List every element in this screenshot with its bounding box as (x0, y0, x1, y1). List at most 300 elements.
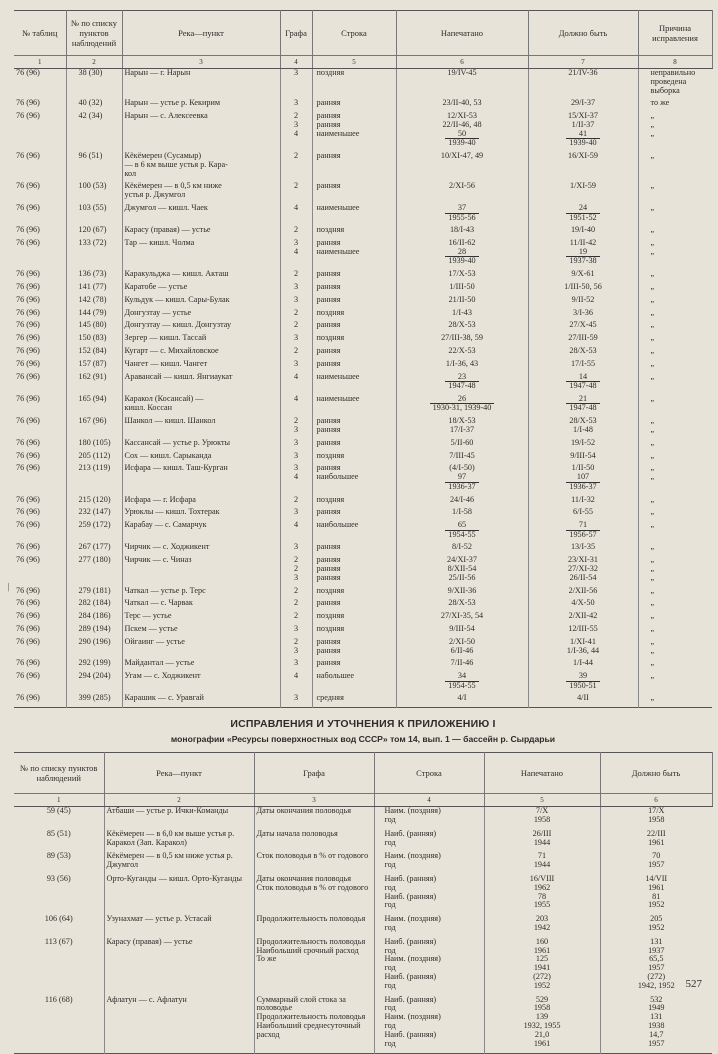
river-station (122, 556, 280, 582)
cell-line: 2 (293, 599, 299, 608)
cell-line: „ (650, 112, 655, 121)
cell-line (531, 248, 636, 266)
cell-line: 1937 (648, 945, 665, 955)
cell-line: 16/VIII (529, 875, 555, 884)
cell-line: „ (650, 556, 655, 565)
column-number-row (14, 56, 712, 69)
column-ref (254, 852, 374, 870)
river-station (122, 112, 280, 148)
section-title: ИСПРАВЛЕНИЯ И УТОЧНЕНИЯ К ПРИЛОЖЕНИЮ I (230, 718, 496, 731)
cell-line: 26/III (532, 829, 552, 838)
column-ref (280, 659, 312, 668)
cell-line: 2 (293, 182, 299, 191)
table-number: 76 (96) (14, 347, 66, 356)
correction-reason (638, 556, 712, 582)
table-row (14, 659, 712, 668)
column-ref (280, 439, 312, 448)
row-ref (312, 226, 396, 235)
river-station (122, 182, 280, 200)
cell-line (399, 521, 526, 539)
cell-line: „ (650, 694, 655, 703)
cell-line: 10/XI-47, 49 (440, 152, 484, 161)
cell-line: кол (124, 168, 137, 178)
correction-reason (638, 347, 712, 356)
corrected-value (600, 807, 712, 825)
river-station (122, 612, 280, 621)
corrected-value (528, 464, 638, 491)
column-ref (280, 270, 312, 279)
cell-line: Даты начала половодья (256, 829, 338, 838)
cell-line: год (384, 837, 396, 847)
cell-line: наименьшее (316, 204, 360, 213)
cell-line: Кёкёмерен — в 0,5 км ниже устья р. Джумгол (106, 852, 233, 870)
row-ref (374, 938, 484, 991)
row-ref (312, 309, 396, 318)
correction-reason (638, 309, 712, 318)
fraction (445, 248, 478, 266)
table-number: 76 (96) (14, 625, 66, 634)
cell-line: 2 (293, 152, 299, 161)
cell-line: 1952 (648, 900, 665, 910)
corrected-value (528, 587, 638, 596)
cell-line: „ (650, 246, 655, 256)
cell-line: 131 (650, 937, 663, 946)
column-ref (280, 239, 312, 266)
cell-line: „ (650, 359, 655, 368)
cell-line: год (384, 1038, 396, 1048)
column-header: Напечатано (484, 753, 600, 794)
cell-line: год (384, 860, 396, 870)
row-gap (14, 703, 712, 708)
cell-line: ранняя (316, 464, 341, 473)
river-station (122, 99, 280, 108)
table-row (14, 625, 712, 634)
table-number: 76 (96) (14, 556, 66, 582)
cell-line: 3 (293, 624, 299, 633)
cell-line: „ (650, 637, 655, 646)
station-list-number: 113 (67) (14, 938, 104, 991)
cell-line: Карасу (правая) — устье (106, 937, 193, 946)
table-number: 76 (96) (14, 612, 66, 621)
printed-value (396, 672, 528, 690)
table-number: 76 (96) (14, 587, 66, 596)
cell-line: 28/X-53 (448, 599, 476, 608)
column-header: Должно быть (528, 11, 638, 56)
cell-line: 2 (293, 321, 299, 330)
river-station (122, 672, 280, 690)
cell-line: 3 (293, 438, 299, 447)
cell-line: Чангет — кишл. Чангет (124, 359, 208, 368)
row-ref (312, 638, 396, 656)
corrected-value (528, 543, 638, 552)
printed-value (396, 204, 528, 222)
column-number: 8 (638, 56, 712, 69)
cell-line: Ойгаинг — устье (124, 637, 185, 646)
row-ref (312, 373, 396, 391)
table-row (14, 321, 712, 330)
row-ref (312, 508, 396, 517)
cell-line: „ (650, 472, 655, 482)
column-ref (280, 464, 312, 491)
cell-line: то же (650, 99, 670, 108)
row-ref (312, 694, 396, 703)
cell-line: наименьшее (316, 246, 360, 256)
cell-line: 26/II-54 (569, 572, 597, 582)
cell-line: Карасу (правая) — устье (124, 226, 211, 235)
cell-line: „ (650, 152, 655, 161)
column-number: 6 (600, 794, 712, 807)
printed-value (484, 996, 600, 1049)
station-list-number: 100 (53) (66, 182, 122, 200)
cell-line: устья р. Джумгол (124, 190, 186, 200)
river-station (122, 587, 280, 596)
fraction-denominator: 1937-38 (569, 256, 597, 266)
cell-line: поздняя (316, 624, 345, 633)
river-station (122, 543, 280, 552)
cell-line: 1952 (648, 923, 665, 933)
cell-line: „ (650, 283, 655, 292)
cell-line: 2 (293, 308, 299, 317)
river-station (122, 321, 280, 330)
cell-line: Зергер — кишл. Тассай (124, 334, 207, 343)
fraction-numerator: 34 (445, 672, 478, 682)
cell-line: Наиб. (ранняя) (384, 972, 437, 981)
cell-line: ранняя (316, 283, 341, 292)
cell-line: ранняя (316, 152, 341, 161)
river-station (122, 599, 280, 608)
row-ref (312, 99, 396, 108)
cell-line: 25/II-56 (448, 572, 476, 582)
cell-line: Наибольший срочный расход (256, 945, 359, 955)
correction-reason (638, 373, 712, 391)
cell-line: 3 (293, 119, 299, 129)
table-row (14, 182, 712, 200)
cell-line: 532 (650, 995, 663, 1004)
printed-value (396, 659, 528, 668)
cell-line: 78 (537, 891, 547, 901)
row-ref (312, 69, 396, 96)
station-list-number: 215 (120) (66, 496, 122, 505)
printed-value (396, 347, 528, 356)
cell-line: 12/III-55 (568, 624, 598, 633)
cell-line: „ (650, 624, 655, 633)
column-ref (280, 373, 312, 391)
cell-line: 1944 (533, 837, 551, 847)
column-ref (280, 152, 312, 178)
correction-reason (638, 296, 712, 305)
table-number: 76 (96) (14, 226, 66, 235)
row-ref (312, 204, 396, 222)
cell-line: „ (650, 451, 655, 460)
column-ref (280, 309, 312, 318)
cell-line: год (384, 923, 396, 933)
corrected-value (528, 672, 638, 690)
cell-line: 2 (293, 347, 299, 356)
cell-line: ранняя (316, 347, 341, 356)
correction-reason (638, 182, 712, 200)
row-ref (312, 672, 396, 690)
correction-reason (638, 694, 712, 703)
printed-value (484, 915, 600, 933)
cell-line: 1952 (533, 980, 551, 990)
fraction (445, 672, 478, 690)
cell-line: ранняя (316, 645, 341, 655)
row-ref (312, 347, 396, 356)
printed-value (396, 439, 528, 448)
cell-line: „ (650, 270, 655, 279)
cell-line: ранняя (316, 599, 341, 608)
corrected-value (528, 625, 638, 634)
station-list-number: 165 (94) (66, 395, 122, 413)
table-row (14, 996, 712, 1049)
cell-line: 28/X-53 (569, 417, 597, 426)
corrected-value (528, 508, 638, 517)
column-ref (280, 521, 312, 539)
station-list-number: 42 (34) (66, 112, 122, 148)
fraction-denominator: 1947-48 (448, 381, 476, 391)
table-row (14, 452, 712, 461)
cell-line: Карабау — с. Самарчук (124, 521, 207, 530)
cell-line: 125 (535, 954, 549, 964)
cell-line: Чаткал — с. Чарвак (124, 599, 193, 608)
cell-line: 5/II-60 (450, 438, 474, 447)
cell-line: 139 (535, 1012, 549, 1022)
cell-line: 27/XI-35, 54 (440, 612, 484, 621)
row-ref (312, 239, 396, 266)
table-number: 76 (96) (14, 239, 66, 266)
river-station (122, 638, 280, 656)
cell-line: 27/XI-32 (567, 563, 598, 573)
correction-reason (638, 226, 712, 235)
column-ref (280, 395, 312, 413)
cell-line: наибольшее (316, 521, 359, 530)
row-ref (312, 452, 396, 461)
cell-line: Пскем — устье (124, 624, 178, 633)
table-row (14, 373, 712, 391)
cell-line: 15/XI-37 (567, 112, 598, 121)
cell-line: 17/X (648, 806, 665, 816)
cell-line: год (384, 882, 396, 892)
fraction-numerator: 19 (566, 248, 599, 258)
row-ref (312, 543, 396, 552)
column-ref (280, 334, 312, 343)
cell-line: Урюклы — кишл. Тохтерак (124, 508, 220, 517)
cell-line: ранняя (316, 543, 341, 552)
table-row (14, 638, 712, 656)
table-number: 76 (96) (14, 395, 66, 413)
fraction-denominator: 1950-51 (569, 680, 597, 690)
fraction-numerator: 97 (445, 473, 478, 483)
cell-line: „ (650, 645, 655, 655)
printed-value (484, 852, 600, 870)
corrected-value (528, 334, 638, 343)
river-station (104, 996, 254, 1049)
corrected-value (528, 452, 638, 461)
cell-line: Кульдук — кишл. Сары-Булак (124, 295, 230, 304)
cell-line: 2 (293, 270, 299, 279)
cell-line: ранняя (316, 659, 341, 668)
table-row (14, 875, 712, 910)
table-number: 76 (96) (14, 360, 66, 369)
cell-line: „ (650, 599, 655, 608)
row-ref (312, 283, 396, 292)
cell-line: поздняя (316, 334, 345, 343)
cell-line: Исфара — кишл. Таш-Курган (124, 464, 228, 473)
cell-line: 1957 (648, 1038, 665, 1048)
cell-line: Каратобе — устье (124, 283, 188, 292)
cell-line (399, 473, 526, 491)
cell-line: Тар — кишл. Чолма (124, 239, 195, 248)
table-number: 76 (96) (14, 659, 66, 668)
corrected-value (528, 439, 638, 448)
cell-line: Суммарный слой стока за половодье (256, 995, 346, 1013)
column-header: Река—пункт (104, 753, 254, 794)
cell-line: 1958 (533, 1003, 551, 1013)
fraction-denominator: 1947-48 (569, 381, 597, 391)
station-list-number: 213 (119) (66, 464, 122, 491)
cell-line (399, 204, 526, 222)
corrected-value (528, 556, 638, 582)
cell-line: ранняя (316, 270, 341, 279)
cell-line: 2 (293, 612, 299, 621)
cell-line: год (384, 963, 396, 973)
fraction-numerator: 39 (566, 672, 599, 682)
column-ref (280, 625, 312, 634)
corrected-value (528, 239, 638, 266)
cell-line: 1942, 1952 (637, 980, 675, 990)
printed-value (484, 875, 600, 910)
table-row (14, 296, 712, 305)
river-station (122, 152, 280, 178)
cell-line: Донгузтау — кишл. Донгузтау (124, 321, 232, 330)
cell-line: проведена (650, 76, 687, 86)
cell-line: „ (650, 438, 655, 447)
cell-line: 1/II-50 (571, 464, 595, 473)
river-station (122, 496, 280, 505)
column-ref (280, 694, 312, 703)
table-row (14, 496, 712, 505)
cell-line: „ (650, 417, 655, 426)
fraction-numerator: 41 (566, 130, 599, 140)
station-list-number: 116 (68) (14, 996, 104, 1049)
table-number: 76 (96) (14, 439, 66, 448)
printed-value (396, 226, 528, 235)
river-station (122, 452, 280, 461)
correction-reason (638, 69, 712, 96)
river-station (122, 69, 280, 96)
cell-line (399, 130, 526, 148)
cell-line: 19/IV-45 (447, 68, 477, 77)
cell-line: 11/II-42 (569, 239, 597, 248)
cell-line: кишл. Косcан (124, 402, 172, 412)
column-ref (280, 672, 312, 690)
cell-line: 1961 (648, 837, 665, 847)
column-header: Строка (374, 753, 484, 794)
column-ref (280, 599, 312, 608)
cell-line: 3 (293, 99, 299, 108)
column-header: Графа (254, 753, 374, 794)
cell-line: „ (650, 308, 655, 317)
station-list-number: 103 (55) (66, 204, 122, 222)
table-row (14, 587, 712, 596)
cell-line: ранняя (316, 359, 341, 368)
row-ref (312, 182, 396, 200)
cell-line: 9/XII-36 (447, 586, 477, 595)
row-ref (374, 830, 484, 848)
correction-reason (638, 417, 712, 435)
table-row (14, 612, 712, 621)
column-header: Графа (280, 11, 312, 56)
column-ref (280, 182, 312, 200)
river-station (122, 417, 280, 435)
column-header: № по списку пунктов наблюдений (66, 11, 122, 56)
table-number: 76 (96) (14, 417, 66, 435)
cell-line: То же (256, 954, 277, 964)
table-row (14, 347, 712, 356)
table-number: 76 (96) (14, 521, 66, 539)
column-header: № таблиц (14, 11, 66, 56)
cell-line: ранняя (316, 112, 341, 121)
row-ref (374, 875, 484, 910)
cell-line: 1/I-36, 44 (566, 645, 600, 655)
printed-value (396, 99, 528, 108)
printed-value (396, 373, 528, 391)
cell-line: 1/I-36, 43 (445, 359, 479, 368)
cell-line: 9/X-61 (571, 270, 595, 279)
cell-line: 131 (650, 1012, 663, 1022)
cell-line (531, 373, 636, 391)
cell-line: Продолжительность половодья (256, 937, 366, 946)
column-number: 6 (396, 56, 528, 69)
cell-line: 160 (535, 937, 549, 946)
cell-line: 3 (293, 694, 299, 703)
cell-line: 2 (293, 586, 299, 595)
row-ref (312, 496, 396, 505)
corrected-value (528, 296, 638, 305)
printed-value (484, 830, 600, 848)
cell-line: 3 (293, 425, 299, 435)
corrected-value (528, 360, 638, 369)
row-ref (312, 556, 396, 582)
table-row (14, 672, 712, 690)
corrected-value (600, 915, 712, 933)
table-number: 76 (96) (14, 452, 66, 461)
row-ref (312, 417, 396, 435)
cell-line: Нарын — с. Алексеевка (124, 112, 208, 121)
cell-line: 3/I-36 (572, 308, 593, 317)
cell-line: год (384, 815, 396, 825)
table-number: 76 (96) (14, 373, 66, 391)
cell-line: 6/I-55 (572, 508, 593, 517)
table-number: 76 (96) (14, 508, 66, 517)
cell-line: ранняя (316, 321, 341, 330)
cell-line: поздняя (316, 612, 345, 621)
cell-line: 8/XII-54 (447, 563, 477, 573)
cell-line: Сток половодья в % от годового (256, 882, 369, 892)
cell-line: 3 (293, 283, 299, 292)
table-row (14, 152, 712, 178)
corrected-value (528, 270, 638, 279)
cell-line: 22/X-53 (448, 347, 476, 356)
column-ref (280, 496, 312, 505)
cell-line: 17/X-53 (448, 270, 476, 279)
cell-line: 2 (293, 563, 299, 573)
table-row (14, 521, 712, 539)
cell-line: Орто-Куганды — кишл. Орто-Куганды (106, 875, 242, 884)
cell-line: Наим. (поздняя) (384, 954, 441, 964)
cell-line: Терс — устье (124, 612, 172, 621)
column-ref (280, 321, 312, 330)
